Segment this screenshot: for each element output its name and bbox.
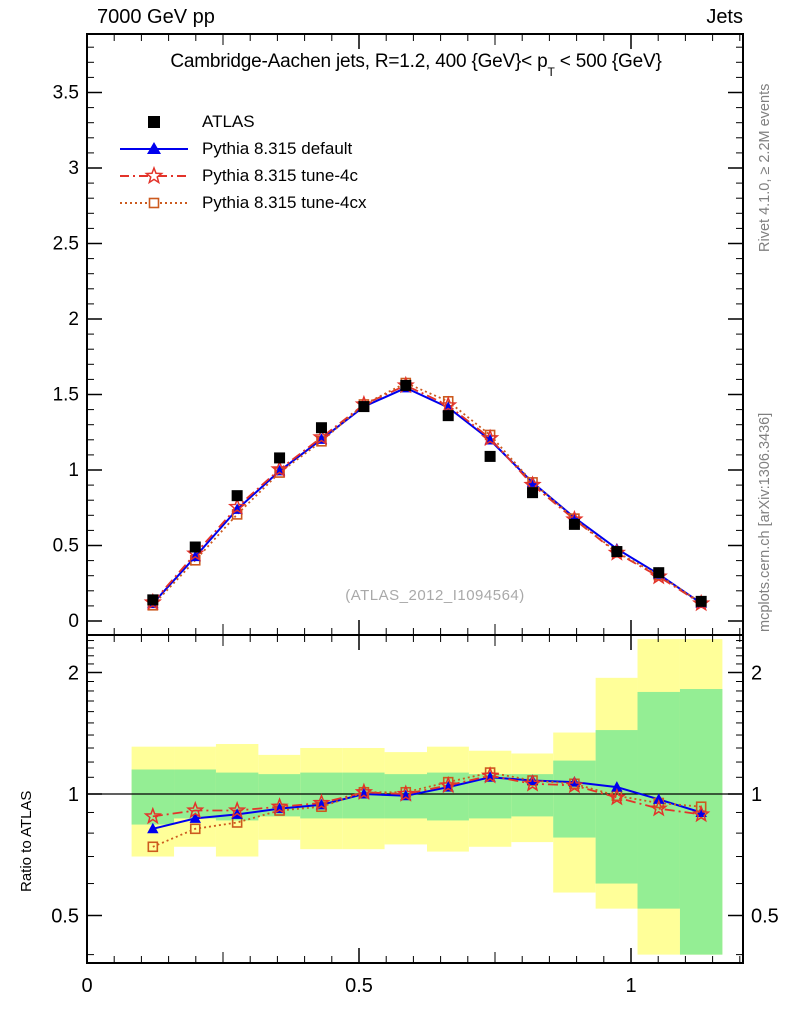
- mcplots-arxiv-note: mcplots.cern.ch [arXiv:1306.3436]: [757, 412, 773, 632]
- svg-text:3: 3: [68, 158, 79, 179]
- data-point: [400, 380, 411, 391]
- data-point: [358, 401, 369, 412]
- svg-text:0: 0: [68, 611, 79, 632]
- main-panel-series: [146, 378, 709, 610]
- svg-text:1: 1: [625, 975, 637, 997]
- plot-title-text-end: < 500 {GeV}: [554, 51, 662, 72]
- svg-text:2: 2: [751, 662, 763, 685]
- data-point: [696, 596, 707, 607]
- data-point: [611, 546, 622, 557]
- svg-text:1: 1: [67, 784, 79, 806]
- svg-text:0.5: 0.5: [51, 905, 79, 928]
- svg-text:3.5: 3.5: [52, 82, 79, 104]
- data-point: [653, 567, 664, 578]
- main-panel-frame: [87, 34, 743, 635]
- green-band-bin: [680, 689, 722, 955]
- svg-text:2.5: 2.5: [52, 233, 79, 255]
- data-point: [569, 519, 580, 530]
- svg-text:0.5: 0.5: [52, 535, 79, 557]
- svg-text:0.5: 0.5: [345, 975, 373, 997]
- legend-label: Pythia 8.315 tune-4cx: [202, 192, 367, 212]
- ratio-axis-title: Ratio to ATLAS: [18, 790, 35, 892]
- beam-energy-label: 7000 GeV pp: [97, 6, 215, 28]
- svg-text:1: 1: [68, 460, 79, 481]
- data-point: [316, 422, 327, 433]
- data-point: [274, 452, 285, 463]
- data-point: [527, 487, 538, 498]
- green-band-bin: [596, 730, 638, 883]
- svg-text:2: 2: [68, 309, 79, 330]
- data-point: [190, 542, 201, 553]
- analysis-id-watermark: (ATLAS_2012_I1094564): [345, 587, 525, 604]
- data-point: [443, 410, 454, 421]
- plot-title-subscript: T: [547, 64, 555, 79]
- legend-label: ATLAS: [202, 111, 255, 131]
- svg-text:0: 0: [81, 975, 93, 997]
- svg-text:1: 1: [751, 784, 763, 806]
- data-point: [232, 490, 243, 501]
- data-point: [485, 451, 496, 462]
- svg-text:0.5: 0.5: [751, 905, 779, 928]
- svg-text:1.5: 1.5: [52, 384, 79, 406]
- rivet-version-note: Rivet 4.1.0, ≥ 2.2M events: [757, 83, 773, 252]
- svg-text:2: 2: [67, 662, 79, 685]
- plot-title-text: Cambridge-Aachen jets, R=1.2, 400 {GeV}< p: [170, 51, 548, 72]
- analysis-group-label: Jets: [706, 6, 743, 28]
- legend-label: Pythia 8.315 default: [202, 138, 353, 158]
- ratio-uncertainty-bands: [132, 639, 723, 955]
- legend-label: Pythia 8.315 tune-4c: [202, 165, 358, 185]
- green-band-bin: [553, 761, 595, 838]
- data-point: [147, 594, 158, 605]
